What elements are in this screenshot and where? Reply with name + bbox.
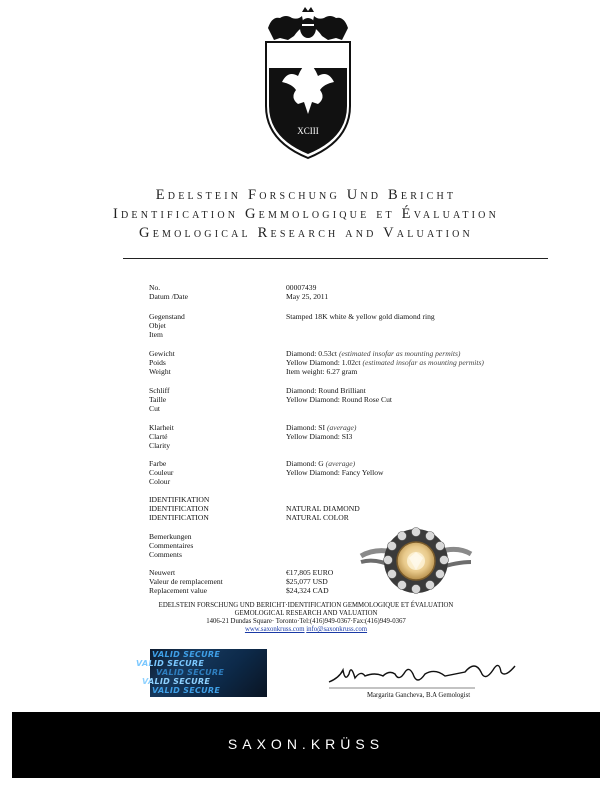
clarity-diamond: Diamond: SI bbox=[286, 423, 326, 432]
value-label-fr: Valeur de remplacement bbox=[149, 577, 223, 586]
weight-label-de: Gewicht bbox=[149, 349, 175, 358]
footer-address: 1406-21 Dundas Square· Toronto·Tel:(416)949-0367·Fax:(416)949-0367 bbox=[206, 618, 406, 625]
item-label-fr: Objet bbox=[149, 321, 166, 330]
colour-label-en: Colour bbox=[149, 477, 171, 486]
clarity-label-fr: Clarté bbox=[149, 432, 168, 441]
signature bbox=[325, 652, 520, 692]
value-usd: $25,077 USD bbox=[286, 577, 328, 586]
heading-french: Identification Gemmologique et Évaluation bbox=[112, 206, 500, 222]
email-link[interactable]: info@saxonkruss.com bbox=[306, 626, 368, 633]
weight-item: Item weight: 6.27 gram bbox=[286, 367, 358, 376]
colour-note: (average) bbox=[325, 459, 356, 468]
value-label-de: Neuwert bbox=[149, 568, 176, 577]
identification-label-fr: IDENTIFICATION bbox=[149, 504, 209, 513]
cut-label-en: Cut bbox=[149, 404, 160, 413]
colour-yellow-diamond: Yellow Diamond: Fancy Yellow bbox=[286, 468, 384, 477]
seal-text-5: VALID SECURE bbox=[152, 686, 221, 695]
heading-english: Gemological Research and Valuation bbox=[139, 225, 473, 241]
security-seal bbox=[136, 649, 267, 697]
colour-label-fr: Couleur bbox=[149, 468, 174, 477]
identification-label-en: IDENTIFICATION bbox=[149, 513, 209, 522]
weight-note-2: (estimated insofar as mounting permits) bbox=[362, 358, 484, 367]
identification-color: NATURAL COLOR bbox=[286, 513, 349, 522]
comments-label-en: Comments bbox=[149, 550, 182, 559]
clarity-label-de: Klarheit bbox=[149, 423, 174, 432]
seal-text-1: VALID SECURE bbox=[152, 650, 221, 659]
date-label: Datum /Date bbox=[149, 292, 189, 301]
no-value: 00007439 bbox=[286, 283, 317, 292]
ring-photo bbox=[355, 518, 477, 606]
clarity-note: (average) bbox=[326, 423, 357, 432]
value-cad: $24,324 CAD bbox=[286, 586, 329, 595]
seal-text-3: VALID SECURE bbox=[156, 668, 225, 677]
footer-subtitle: GEMOLOGICAL RESEARCH AND VALUATION bbox=[234, 610, 378, 617]
identification-diamond: NATURAL DIAMOND bbox=[286, 504, 360, 513]
value-label-en: Replacement value bbox=[149, 586, 207, 595]
weight-line2 bbox=[286, 358, 484, 367]
signature-name: Margarita Gancheva, B.A Gemologist bbox=[367, 692, 471, 699]
clarity-label-en: Clarity bbox=[149, 441, 171, 450]
footer-links bbox=[0, 626, 612, 634]
colour-label-de: Farbe bbox=[149, 459, 167, 468]
brand-name: SAXON.KRÜSS bbox=[227, 736, 385, 752]
date-value: May 25, 2011 bbox=[286, 292, 329, 301]
crest-logo bbox=[258, 6, 358, 161]
weight-note-1: (estimated insofar as mounting permits) bbox=[338, 349, 461, 358]
item-label-de: Gegenstand bbox=[149, 312, 185, 321]
cut-label-de: Schliff bbox=[149, 386, 170, 395]
no-label: No. bbox=[149, 283, 161, 292]
clarity-yellow-diamond: Yellow Diamond: SI3 bbox=[286, 432, 353, 441]
comments-label-de: Bemerkungen bbox=[149, 532, 192, 541]
cut-diamond: Diamond: Round Brilliant bbox=[286, 386, 366, 395]
item-value: Stamped 18K white & yellow gold diamond ring bbox=[286, 312, 435, 321]
heading-divider bbox=[123, 258, 548, 259]
weight-line1 bbox=[286, 349, 460, 358]
footer-company: EDELSTEIN FORSCHUNG UND BERICHT·IDENTIFICATION GEMMOLOGIQUE ET ÉVALUATION bbox=[158, 602, 454, 609]
clarity-line1 bbox=[286, 423, 356, 432]
comments-label-fr: Commentaires bbox=[149, 541, 194, 550]
colour-line1 bbox=[286, 459, 355, 468]
item-label-en: Item bbox=[149, 330, 163, 339]
crest-numeral: XCIII bbox=[297, 126, 319, 136]
identification-label-de: IDENTIFIKATION bbox=[149, 495, 210, 504]
heading-german: Edelstein Forschung Und Bericht bbox=[155, 187, 457, 203]
weight-label-en: Weight bbox=[149, 367, 171, 376]
weight-label-fr: Poids bbox=[149, 358, 166, 367]
cut-label-fr: Taille bbox=[149, 395, 167, 404]
seal-text-4: VALID SECURE bbox=[142, 677, 211, 686]
colour-diamond: Diamond: G bbox=[286, 459, 324, 468]
cut-yellow-diamond: Yellow Diamond: Round Rose Cut bbox=[286, 395, 392, 404]
weight-yellow-diamond: Yellow Diamond: 1.02ct bbox=[286, 358, 361, 367]
website-link[interactable]: www.saxonkruss.com bbox=[244, 626, 305, 633]
value-euro: €17,805 EURO bbox=[286, 568, 334, 577]
seal-text-2: VALID SECURE bbox=[136, 659, 205, 668]
weight-diamond: Diamond: 0.53ct bbox=[286, 349, 338, 358]
